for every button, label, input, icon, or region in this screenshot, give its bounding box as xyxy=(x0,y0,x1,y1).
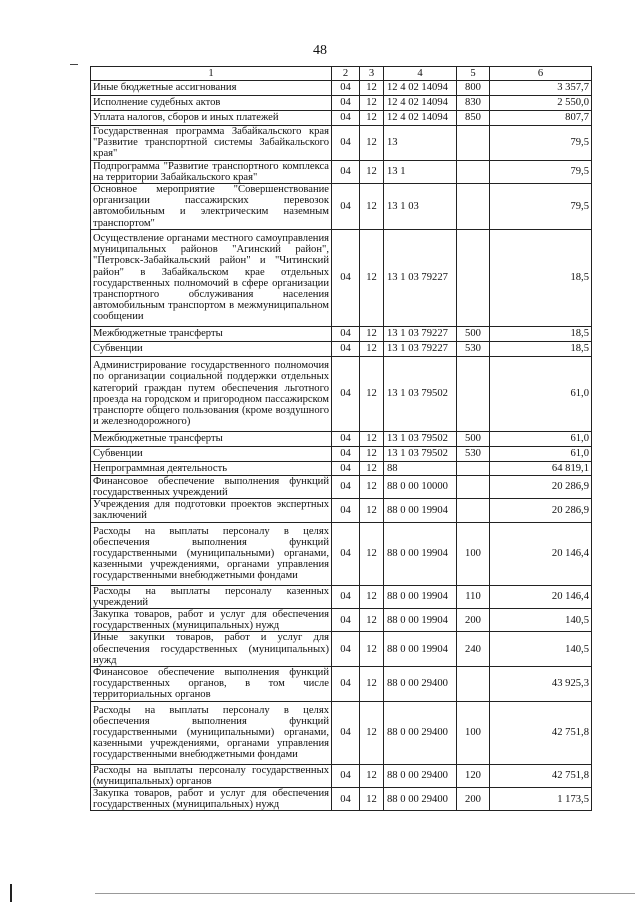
table-row xyxy=(91,764,592,787)
table-row xyxy=(91,522,592,585)
column-header: 6 xyxy=(490,67,592,81)
target-article-cell: 88 0 00 19904 xyxy=(384,522,457,585)
subsection-code-cell: 12 xyxy=(360,475,384,498)
target-article-cell: 12 4 02 14094 xyxy=(384,111,457,126)
target-article-cell: 88 0 00 19904 xyxy=(384,632,457,667)
table-row xyxy=(91,446,592,461)
expense-name-cell: Государственная программа Забайкальского края "Развитие транспортной системы Забайкальского края" xyxy=(91,126,332,161)
amount-cell: 20 146,4 xyxy=(490,585,592,608)
expense-name-cell: Осуществление органами местного самоуправления муниципальных районов "Агинский район", "Петровск-Забайкальский район" и "Читинский район" в Забайкальском крае отдельных государственных полномочий в сфере организации транспортного обслуживания населения автомобильным транспортом в межмуниципальном сообщении xyxy=(91,229,332,326)
subsection-code-cell: 12 xyxy=(360,126,384,161)
subsection-code-cell: 12 xyxy=(360,461,384,475)
amount-cell: 79,5 xyxy=(490,126,592,161)
expense-type-cell xyxy=(457,160,490,183)
target-article-cell: 88 0 00 29400 xyxy=(384,701,457,764)
target-article-cell: 88 0 00 29400 xyxy=(384,788,457,811)
expense-name-cell: Финансовое обеспечение выполнения функций государственных учреждений xyxy=(91,475,332,498)
amount-cell: 2 550,0 xyxy=(490,96,592,111)
page-number: 48 xyxy=(313,43,327,58)
section-code-cell: 04 xyxy=(332,475,360,498)
subsection-code-cell: 12 xyxy=(360,667,384,702)
expense-type-cell xyxy=(457,499,490,522)
subsection-code-cell: 12 xyxy=(360,701,384,764)
expense-type-cell: 200 xyxy=(457,788,490,811)
expense-type-cell xyxy=(457,126,490,161)
expense-type-cell: 100 xyxy=(457,701,490,764)
section-code-cell: 04 xyxy=(332,446,360,461)
expense-name-cell: Администрирование государственного полномочия по организации социальной поддержки отдельных категорий граждан путем обеспечения льготного проезда на городском и пригородном пассажирском транспорте общего пользования (кроме воздушного и железнодорожного) xyxy=(91,356,332,431)
budget-table xyxy=(90,66,592,811)
expense-name-cell: Непрограммная деятельность xyxy=(91,461,332,475)
amount-cell: 18,5 xyxy=(490,341,592,356)
amount-cell: 807,7 xyxy=(490,111,592,126)
target-article-cell: 13 1 03 79227 xyxy=(384,326,457,341)
expense-name-cell: Расходы на выплаты персоналу в целях обеспечения выполнения функций государственными (муниципальными) органами, казенными учреждениями, органами управления государственными внебюджетными фондами xyxy=(91,701,332,764)
subsection-code-cell: 12 xyxy=(360,96,384,111)
expense-type-cell: 500 xyxy=(457,326,490,341)
table-row xyxy=(91,111,592,126)
section-code-cell: 04 xyxy=(332,326,360,341)
target-article-cell: 88 0 00 19904 xyxy=(384,585,457,608)
table-row xyxy=(91,499,592,522)
section-code-cell: 04 xyxy=(332,461,360,475)
table-row xyxy=(91,229,592,326)
section-code-cell: 04 xyxy=(332,126,360,161)
expense-name-cell: Расходы на выплаты персоналу в целях обеспечения выполнения функций государственными (муниципальными) органами, казенными учреждениями, органами управления государственными внебюджетными фондами xyxy=(91,522,332,585)
section-code-cell: 04 xyxy=(332,111,360,126)
expense-type-cell: 530 xyxy=(457,341,490,356)
expense-name-cell: Финансовое обеспечение выполнения функций государственных органов, в том числе территориальных органов xyxy=(91,667,332,702)
column-header: 1 xyxy=(91,67,332,81)
subsection-code-cell: 12 xyxy=(360,341,384,356)
amount-cell: 79,5 xyxy=(490,184,592,230)
expense-type-cell: 120 xyxy=(457,764,490,787)
table-row xyxy=(91,788,592,811)
amount-cell: 61,0 xyxy=(490,446,592,461)
target-article-cell: 12 4 02 14094 xyxy=(384,81,457,96)
subsection-code-cell: 12 xyxy=(360,111,384,126)
expense-name-cell: Основное мероприятие "Совершенствование организации пассажирских перевозок автомобильным и электрическим наземным транспортом" xyxy=(91,184,332,230)
subsection-code-cell: 12 xyxy=(360,609,384,632)
table-row xyxy=(91,609,592,632)
section-code-cell: 04 xyxy=(332,184,360,230)
table-row xyxy=(91,81,592,96)
expense-type-cell: 850 xyxy=(457,111,490,126)
target-article-cell: 88 0 00 29400 xyxy=(384,667,457,702)
amount-cell: 79,5 xyxy=(490,160,592,183)
table-row xyxy=(91,461,592,475)
amount-cell: 140,5 xyxy=(490,609,592,632)
amount-cell: 20 146,4 xyxy=(490,522,592,585)
column-header: 5 xyxy=(457,67,490,81)
table-row xyxy=(91,667,592,702)
amount-cell: 20 286,9 xyxy=(490,499,592,522)
amount-cell: 140,5 xyxy=(490,632,592,667)
table-header-row xyxy=(91,67,592,81)
section-code-cell: 04 xyxy=(332,609,360,632)
subsection-code-cell: 12 xyxy=(360,585,384,608)
table-row xyxy=(91,701,592,764)
target-article-cell: 13 xyxy=(384,126,457,161)
subsection-code-cell: 12 xyxy=(360,446,384,461)
expense-name-cell: Иные бюджетные ассигнования xyxy=(91,81,332,96)
subsection-code-cell: 12 xyxy=(360,764,384,787)
table-row xyxy=(91,632,592,667)
expense-name-cell: Иные закупки товаров, работ и услуг для обеспечения государственных (муниципальных) нужд xyxy=(91,632,332,667)
table-row xyxy=(91,585,592,608)
section-code-cell: 04 xyxy=(332,701,360,764)
expense-type-cell: 240 xyxy=(457,632,490,667)
target-article-cell: 12 4 02 14094 xyxy=(384,96,457,111)
section-code-cell: 04 xyxy=(332,160,360,183)
amount-cell: 61,0 xyxy=(490,431,592,446)
subsection-code-cell: 12 xyxy=(360,431,384,446)
subsection-code-cell: 12 xyxy=(360,356,384,431)
subsection-code-cell: 12 xyxy=(360,229,384,326)
expense-type-cell: 500 xyxy=(457,431,490,446)
section-code-cell: 04 xyxy=(332,522,360,585)
section-code-cell: 04 xyxy=(332,81,360,96)
subsection-code-cell: 12 xyxy=(360,326,384,341)
subsection-code-cell: 12 xyxy=(360,632,384,667)
table-row xyxy=(91,356,592,431)
target-article-cell: 13 1 03 79502 xyxy=(384,356,457,431)
expense-type-cell: 100 xyxy=(457,522,490,585)
subsection-code-cell: 12 xyxy=(360,81,384,96)
expense-type-cell xyxy=(457,475,490,498)
target-article-cell: 13 1 03 79227 xyxy=(384,229,457,326)
table-row xyxy=(91,184,592,230)
section-code-cell: 04 xyxy=(332,341,360,356)
section-code-cell: 04 xyxy=(332,632,360,667)
table-row xyxy=(91,126,592,161)
subsection-code-cell: 12 xyxy=(360,788,384,811)
subsection-code-cell: 12 xyxy=(360,499,384,522)
expense-name-cell: Субвенции xyxy=(91,446,332,461)
section-code-cell: 04 xyxy=(332,764,360,787)
column-header: 2 xyxy=(332,67,360,81)
amount-cell: 18,5 xyxy=(490,326,592,341)
expense-name-cell: Межбюджетные трансферты xyxy=(91,431,332,446)
subsection-code-cell: 12 xyxy=(360,184,384,230)
target-article-cell: 88 xyxy=(384,461,457,475)
expense-name-cell: Расходы на выплаты персоналу государственных (муниципальных) органов xyxy=(91,764,332,787)
amount-cell: 42 751,8 xyxy=(490,701,592,764)
amount-cell: 43 925,3 xyxy=(490,667,592,702)
scan-edge-mark xyxy=(10,884,12,902)
table-row xyxy=(91,96,592,111)
section-code-cell: 04 xyxy=(332,431,360,446)
amount-cell: 61,0 xyxy=(490,356,592,431)
expense-type-cell: 110 xyxy=(457,585,490,608)
column-header: 4 xyxy=(384,67,457,81)
section-code-cell: 04 xyxy=(332,585,360,608)
amount-cell: 42 751,8 xyxy=(490,764,592,787)
target-article-cell: 13 1 03 79502 xyxy=(384,446,457,461)
expense-type-cell xyxy=(457,667,490,702)
expense-name-cell: Субвенции xyxy=(91,341,332,356)
target-article-cell: 13 1 xyxy=(384,160,457,183)
target-article-cell: 88 0 00 10000 xyxy=(384,475,457,498)
section-code-cell: 04 xyxy=(332,229,360,326)
expense-name-cell: Расходы на выплаты персоналу казенных учреждений xyxy=(91,585,332,608)
expense-name-cell: Учреждения для подготовки проектов экспертных заключений xyxy=(91,499,332,522)
amount-cell: 3 357,7 xyxy=(490,81,592,96)
target-article-cell: 13 1 03 79227 xyxy=(384,341,457,356)
table-row xyxy=(91,160,592,183)
section-code-cell: 04 xyxy=(332,96,360,111)
expense-name-cell: Закупка товаров, работ и услуг для обеспечения государственных (муниципальных) нужд xyxy=(91,788,332,811)
expense-type-cell: 530 xyxy=(457,446,490,461)
table-row xyxy=(91,475,592,498)
amount-cell: 20 286,9 xyxy=(490,475,592,498)
subsection-code-cell: 12 xyxy=(360,522,384,585)
expense-type-cell: 200 xyxy=(457,609,490,632)
expense-name-cell: Исполнение судебных актов xyxy=(91,96,332,111)
target-article-cell: 88 0 00 19904 xyxy=(384,609,457,632)
table-row xyxy=(91,431,592,446)
expense-type-cell xyxy=(457,356,490,431)
expense-type-cell xyxy=(457,184,490,230)
table-row xyxy=(91,341,592,356)
subsection-code-cell: 12 xyxy=(360,160,384,183)
expense-type-cell: 800 xyxy=(457,81,490,96)
target-article-cell: 88 0 00 19904 xyxy=(384,499,457,522)
expense-type-cell xyxy=(457,461,490,475)
section-code-cell: 04 xyxy=(332,667,360,702)
table-row xyxy=(91,326,592,341)
amount-cell: 64 819,1 xyxy=(490,461,592,475)
section-code-cell: 04 xyxy=(332,788,360,811)
section-code-cell: 04 xyxy=(332,356,360,431)
expense-name-cell: Подпрограмма "Развитие транспортного комплекса на территории Забайкальского края" xyxy=(91,160,332,183)
column-header: 3 xyxy=(360,67,384,81)
section-code-cell: 04 xyxy=(332,499,360,522)
margin-mark xyxy=(70,64,78,65)
expense-type-cell xyxy=(457,229,490,326)
expense-name-cell: Закупка товаров, работ и услуг для обеспечения государственных (муниципальных) нужд xyxy=(91,609,332,632)
amount-cell: 1 173,5 xyxy=(490,788,592,811)
target-article-cell: 13 1 03 79502 xyxy=(384,431,457,446)
expense-name-cell: Межбюджетные трансферты xyxy=(91,326,332,341)
footer-rule xyxy=(95,893,635,894)
target-article-cell: 13 1 03 xyxy=(384,184,457,230)
expense-name-cell: Уплата налогов, сборов и иных платежей xyxy=(91,111,332,126)
amount-cell: 18,5 xyxy=(490,229,592,326)
target-article-cell: 88 0 00 29400 xyxy=(384,764,457,787)
expense-type-cell: 830 xyxy=(457,96,490,111)
